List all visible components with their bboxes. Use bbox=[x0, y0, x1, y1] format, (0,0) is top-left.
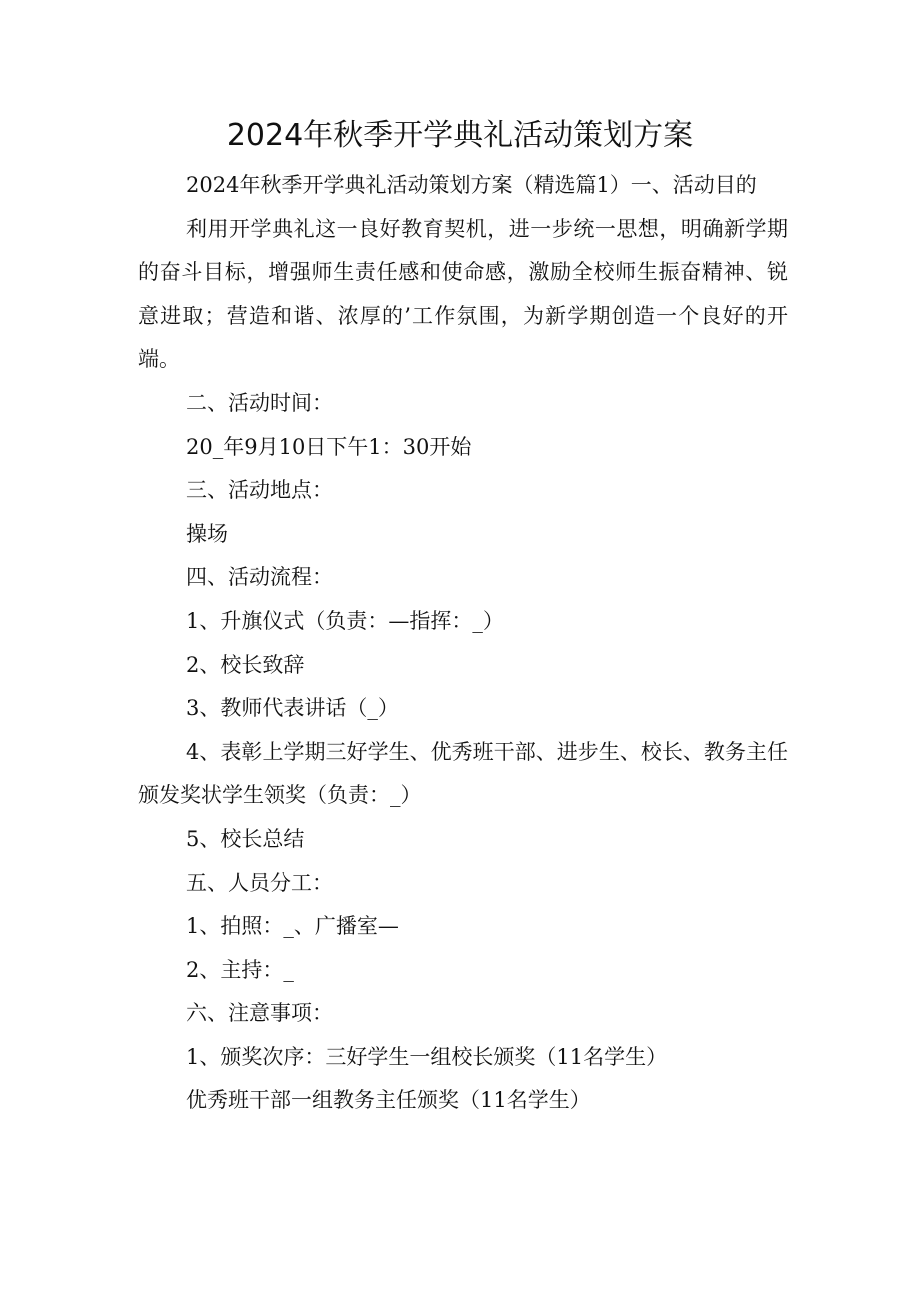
heading-process: 四、活动流程： bbox=[186, 565, 333, 590]
paragraph-purpose: 利用开学典礼这一良好教育契机，进一步统一思想，明确新学期的奋斗目标，增强师生责任感和使命感，激励全校师生振奋精神、锐意进取；营造和谐、浓厚的’工作氛围，为新学期创造一个良好的开端。 bbox=[138, 216, 788, 372]
process-item-3: 3、教师代表讲话（_） bbox=[186, 696, 399, 721]
heading-time: 二、活动时间： bbox=[186, 390, 333, 415]
paragraph-time: 20_年9月10日下午1：30开始 bbox=[186, 434, 472, 459]
heading-location: 三、活动地点： bbox=[186, 478, 333, 503]
notes-item-1: 1、颁奖次序：三好学生一组校长颁奖（11名学生） bbox=[186, 1044, 668, 1069]
process-item-2: 2、校长致辞 bbox=[186, 652, 305, 677]
process-item-5: 5、校长总结 bbox=[186, 826, 305, 851]
heading-notes: 六、注意事项： bbox=[186, 1001, 333, 1026]
notes-item-2: 优秀班干部一组教务主任颁奖（11名学生） bbox=[186, 1088, 591, 1113]
process-item-4: 4、表彰上学期三好学生、优秀班干部、进步生、校长、教务主任颁发奖状学生领奖（负责：_） bbox=[138, 739, 788, 808]
staff-item-2: 2、主持：_ bbox=[186, 957, 294, 982]
document-title: 2024年秋季开学典礼活动策划方案 bbox=[226, 118, 694, 153]
process-item-1: 1、升旗仪式（负责：—指挥：_） bbox=[186, 608, 504, 633]
paragraph-intro: 2024年秋季开学典礼活动策划方案（精选篇1）一、活动目的 bbox=[186, 173, 757, 197]
paragraph-location: 操场 bbox=[186, 521, 228, 546]
heading-staff: 五、人员分工： bbox=[186, 870, 333, 895]
document-body bbox=[138, 164, 788, 1123]
staff-item-1: 1、拍照：_、广播室— bbox=[186, 914, 399, 939]
